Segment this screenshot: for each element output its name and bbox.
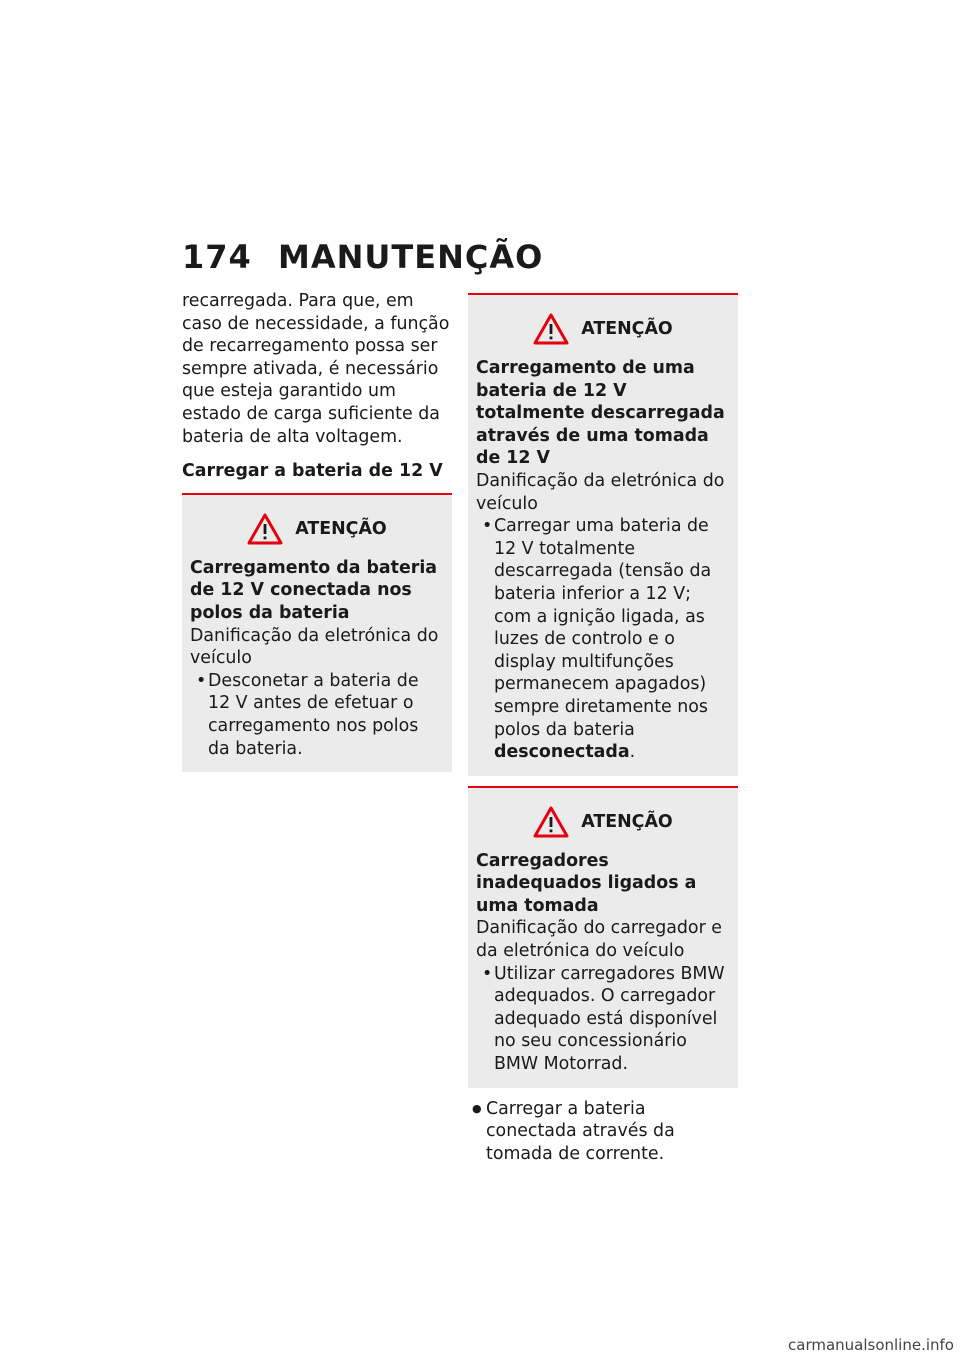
measure-emphasis: desconectada <box>494 742 630 763</box>
warning-box <box>468 293 738 776</box>
warning-label: ATENÇÃO <box>581 319 673 339</box>
warning-box <box>468 786 738 1088</box>
warning-measures <box>476 963 730 1076</box>
warning-header <box>190 507 444 551</box>
left-column <box>182 290 452 782</box>
warning-consequence: Danificação da eletrónica do veículo <box>476 470 725 514</box>
section-title: MANUTENÇÃO <box>278 238 544 276</box>
warning-measure: • Desconetar a bateria de 12 V antes de efetuar o carregamento nos polos da bateria. <box>190 670 444 760</box>
warning-triangle-icon <box>533 313 569 345</box>
warning-header <box>476 307 730 351</box>
watermark-site: carmanualsonline.info <box>788 1336 954 1354</box>
warning-title: Carregadores inadequados ligados a uma tomada <box>476 850 697 916</box>
right-column <box>468 293 738 1165</box>
warning-measure <box>476 515 730 764</box>
warning-title: Carregamento da bateria de 12 V conectada nos polos da bateria <box>190 557 438 623</box>
subheading-charge-12v: Carregar a bateria de 12 V <box>182 461 443 482</box>
warning-triangle-icon <box>247 513 283 545</box>
warning-title: Carregamento de uma bateria de 12 V totalmente descarregada através de uma tomada de 12 V <box>476 358 725 469</box>
warning-measure: • Utilizar carregadores BMW adequados. O carregador adequado está disponível no seu concessionário BMW Motorrad. <box>476 963 730 1076</box>
warning-label: ATENÇÃO <box>581 811 673 832</box>
warning-measures <box>190 670 444 760</box>
page-number: 174 <box>182 238 252 276</box>
page-header <box>182 238 543 276</box>
warning-measures <box>476 515 730 764</box>
warning-label: ATENÇÃO <box>295 518 387 539</box>
procedure-step: ● Carregar a bateria conectada através da tomada de corrente. <box>468 1098 738 1166</box>
warning-consequence: Danificação da eletrónica do veículo <box>190 625 439 669</box>
measure-end: . <box>629 742 636 763</box>
measure-text: Carregar uma bateria de 12 V totalmente descarregada (tensão da bateria inferior a 12 V; com a ignição ligada, as luzes de controlo e o display multifunções permanecem apagados) sempre diretamente nos polos da bateria <box>494 516 712 740</box>
warning-header <box>476 800 730 844</box>
warning-box <box>182 493 452 772</box>
warning-triangle-icon <box>533 806 569 838</box>
intro-paragraph: recarregada. Para que, em caso de necessidade, a função de recarregamento possa ser sempre ativada, é necessário que esteja garantido um estado de carga suficiente da bateria de alta voltagem. <box>182 291 450 447</box>
warning-consequence: Danificação do carregador e da eletrónica do veículo <box>476 918 722 962</box>
